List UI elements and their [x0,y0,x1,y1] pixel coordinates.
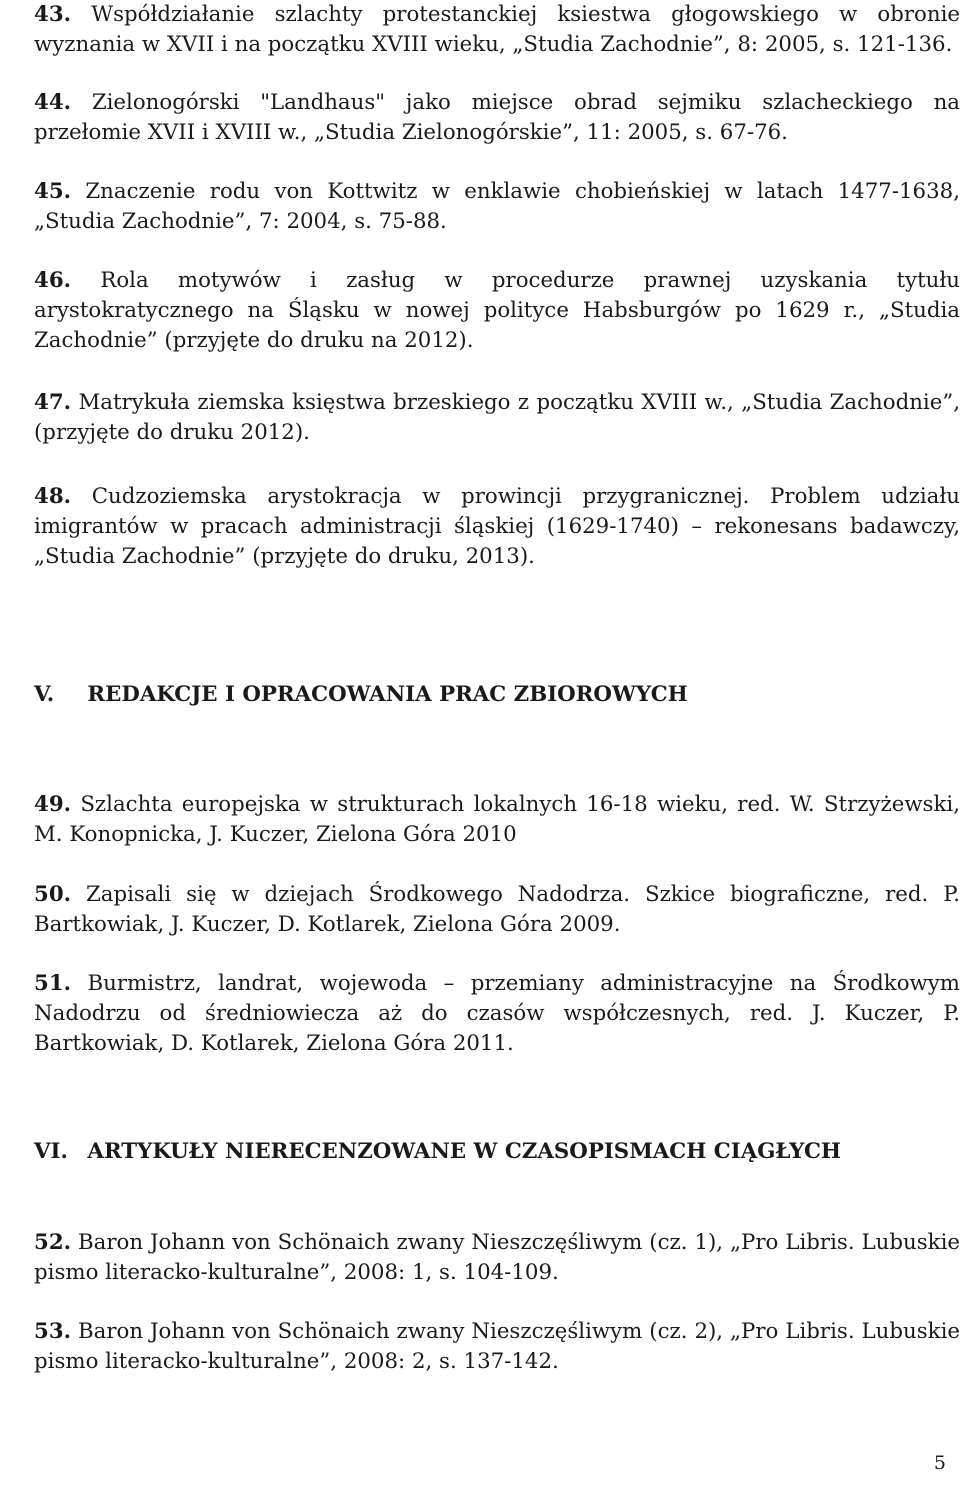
bibliography-entry-52 [34,1228,960,1288]
section-number: V. [34,682,55,707]
entry-number: 46. [34,268,72,293]
bibliography-entry-53 [34,1317,960,1377]
entry-number: 50. [34,882,72,907]
page-number: 5 [933,1452,946,1474]
bibliography-entry-43 [34,0,960,60]
section-heading-v [34,680,688,710]
bibliography-entry-49 [34,790,960,850]
bibliography-entry-47 [34,388,960,448]
bibliography-entry-45 [34,177,960,237]
entry-number: 53. [34,1319,72,1344]
bibliography-entry-46 [34,266,960,356]
entry-text: Współdziałanie szlachty protestanckiej ksiestwa głogowskiego w obronie wyznania w XVII i na początku XVIII wieku, „Studia Zachodnie”, 8: 2005, s. 121-136. [34,2,960,57]
section-title: ARTYKUŁY NIERECENZOWANE W CZASOPISMACH CIĄGŁYCH [87,1139,842,1164]
entry-text: Zielonogórski "Landhaus" jako miejsce obrad sejmiku szlacheckiego na przełomie XVII i XVIII w., „Studia Zielonogórskie”, 11: 2005, s. 67-76. [34,90,960,145]
entry-number: 51. [34,971,72,996]
section-number: VI. [34,1139,68,1164]
entry-text: Matrykuła ziemska księstwa brzeskiego z początku XVIII w., „Studia Zachodnie”, (przyjęte do druku 2012). [34,390,960,445]
bibliography-entry-50 [34,880,960,940]
bibliography-entry-44 [34,88,960,148]
entry-text: Zapisali się w dziejach Środkowego Nadodrza. Szkice biograficzne, red. P. Bartkowiak, J. Kuczer, D. Kotlarek, Zielona Góra 2009. [34,882,960,937]
entry-number: 44. [34,90,72,115]
section-title: REDAKCJE I OPRACOWANIA PRAC ZBIOROWYCH [87,682,688,707]
entry-text: Cudzoziemska arystokracja w prowincji przygranicznej. Problem udziału imigrantów w pracach administracji śląskiej (1629-1740) – rekonesans badawczy, „Studia Zachodnie” (przyjęte do druku, 2013). [34,484,960,569]
entry-number: 52. [34,1230,72,1255]
entry-text: Rola motywów i zasług w procedurze prawnej uzyskania tytułu arystokratycznego na Śląsku w nowej polityce Habsburgów po 1629 r., „Studia Zachodnie” (przyjęte do druku na 2012). [34,268,960,353]
entry-number: 49. [34,792,72,817]
bibliography-entry-48 [34,482,960,572]
entry-text: Szlachta europejska w strukturach lokalnych 16-18 wieku, red. W. Strzyżewski, M. Konopnicka, J. Kuczer, Zielona Góra 2010 [34,792,960,847]
entry-number: 48. [34,484,72,509]
section-heading-vi [34,1137,841,1167]
entry-number: 43. [34,2,72,27]
entry-text: Burmistrz, landrat, wojewoda – przemiany administracyjne na Środkowym Nadodrzu od średniowiecza aż do czasów współczesnych, red. J. Kuczer, P. Bartkowiak, D. Kotlarek, Zielona Góra 2011. [34,971,960,1056]
entry-number: 45. [34,179,72,204]
bibliography-entry-51 [34,969,960,1059]
entry-number: 47. [34,390,72,415]
entry-text: Baron Johann von Schönaich zwany Nieszczęśliwym (cz. 2), „Pro Libris. Lubuskie pismo literacko-kulturalne”, 2008: 2, s. 137-142. [34,1319,960,1374]
entry-text: Znaczenie rodu von Kottwitz w enklawie chobieńskiej w latach 1477-1638, „Studia Zachodnie”, 7: 2004, s. 75-88. [34,179,960,234]
entry-text: Baron Johann von Schönaich zwany Nieszczęśliwym (cz. 1), „Pro Libris. Lubuskie pismo literacko-kulturalne”, 2008: 1, s. 104-109. [34,1230,960,1285]
